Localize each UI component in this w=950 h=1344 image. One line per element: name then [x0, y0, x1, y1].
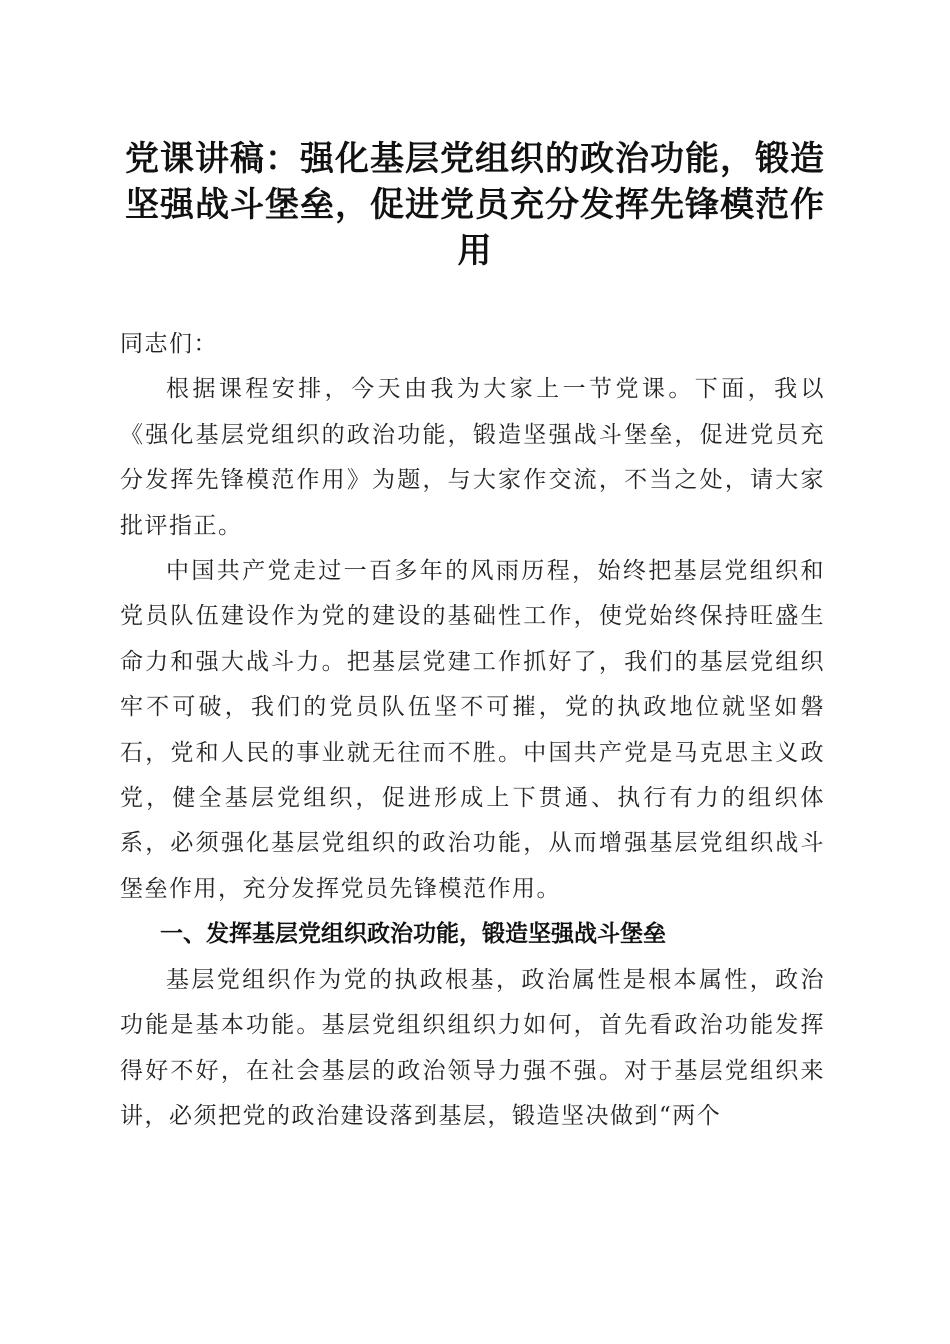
paragraph-background: 中国共产党走过一百多年的风雨历程，始终把基层党组织和党员队伍建设作为党的建设的基础性工作，使党始终保持旺盛生命力和强大战斗力。把基层党建工作抓好了，我们的基层党组织牢不可破，我们的党员队伍坚不可摧，党的执政地位就坚如磐石，党和人民的事业就无往而不胜。中国共产党是马克思主义政党，健全基层党组织，促进形成上下贯通、执行有力的组织体系，必须强化基层党组织的政治功能，从而增强基层党组织战斗堡垒作用，充分发挥党员先锋模范作用。 — [120, 558, 825, 902]
section-paragraph: 基层党组织作为党的执政根基，政治属性是根本属性，政治功能是基本功能。基层党组织组织力如何，首先看政治功能发挥得好不好，在社会基层的政治领导力强不强。对于基层党组织来讲，必须把党的政治建设落到基层，锻造坚决做到“两个 — [120, 966, 825, 1129]
document-title: 党课讲稿：强化基层党组织的政治功能，锻造坚强战斗堡垒，促进党员充分发挥先锋模范作用 — [125, 139, 825, 271]
paragraph-intro: 根据课程安排，今天由我为大家上一节党课。下面，我以《强化基层党组织的政治功能，锻造坚强战斗堡垒，促进党员充分发挥先锋模范作用》为题，与大家作交流，不当之处，请大家批评指正。 — [120, 376, 825, 539]
document-body — [120, 322, 825, 1139]
salutation: 同志们： — [120, 331, 218, 357]
section-heading: 一、发挥基层党组织政治功能，锻造坚强战斗堡垒 — [160, 921, 666, 948]
